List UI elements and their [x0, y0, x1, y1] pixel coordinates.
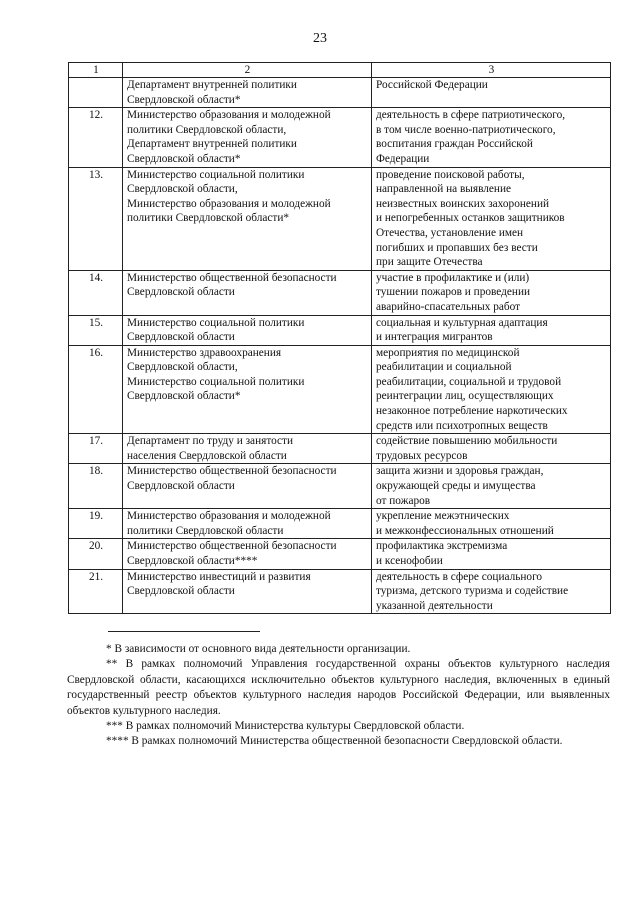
department-cell: Министерство инвестиций и развития Свердловской области — [123, 569, 372, 614]
activity-cell: проведение поисковой работы, направленной на выявление неизвестных воинских захоронений и непогребенных останков защитников Отечества, установление имен погибших и пропавших без вести при защите Отечества — [372, 167, 611, 270]
row-number: 12. — [69, 108, 123, 167]
department-cell: Министерство образования и молодежной политики Свердловской области, Департамент внутренней политики Свердловской области* — [123, 108, 372, 167]
table-header-row — [69, 63, 611, 78]
table-row — [69, 315, 611, 345]
department-cell: Министерство здравоохранения Свердловской области, Министерство социальной политики Свердловской области* — [123, 345, 372, 434]
activity-cell: деятельность в сфере патриотического, в том числе военно-патриотического, воспитания граждан Российской Федерации — [372, 108, 611, 167]
department-cell: Министерство социальной политики Свердловской области, Министерство образования и молодежной политики Свердловской области* — [123, 167, 372, 270]
table-row — [69, 464, 611, 509]
activity-cell: мероприятия по медицинской реабилитации и социальной реабилитации, социальной и трудовой реинтеграции лиц, осуществляющих незаконное потребление наркотических средств или психотропных веществ — [372, 345, 611, 434]
activities-table — [68, 62, 611, 614]
row-number: 14. — [69, 270, 123, 315]
activity-cell: участие в профилактике и (или) тушении пожаров и проведении аварийно-спасательных работ — [372, 270, 611, 315]
activity-cell: социальная и культурная адаптация и интеграция мигрантов — [372, 315, 611, 345]
activity-cell: содействие повышению мобильности трудовых ресурсов — [372, 434, 611, 464]
row-number: 17. — [69, 434, 123, 464]
footnote-divider — [108, 631, 260, 632]
activity-cell: профилактика экстремизма и ксенофобии — [372, 539, 611, 569]
activity-cell: Российской Федерации — [372, 78, 611, 108]
table-row — [69, 434, 611, 464]
department-cell: Министерство общественной безопасности Свердловской области — [123, 464, 372, 509]
row-number: 21. — [69, 569, 123, 614]
column-header-number: 1 — [69, 63, 123, 78]
footnotes — [67, 642, 610, 750]
department-cell: Департамент внутренней политики Свердловской области* — [123, 78, 372, 108]
table-row — [69, 108, 611, 167]
activity-cell: деятельность в сфере социального туризма, детского туризма и содействие указанной деятельности — [372, 569, 611, 614]
table-row — [69, 270, 611, 315]
row-number: 13. — [69, 167, 123, 270]
column-header-department: 2 — [123, 63, 372, 78]
footnote-4: **** В рамках полномочий Министерства общественной безопасности Свердловской области. — [106, 735, 563, 748]
page-number: 23 — [313, 31, 327, 46]
department-cell: Министерство социальной политики Свердловской области — [123, 315, 372, 345]
department-cell: Министерство образования и молодежной политики Свердловской области — [123, 509, 372, 539]
row-number: 18. — [69, 464, 123, 509]
footnote-3: *** В рамках полномочий Министерства культуры Свердловской области. — [106, 720, 465, 733]
column-header-activity: 3 — [372, 63, 611, 78]
footnote-1: * В зависимости от основного вида деятельности организации. — [106, 643, 411, 655]
table-row — [69, 167, 611, 270]
row-number — [69, 78, 123, 108]
table-row — [69, 569, 611, 614]
activity-cell: укрепление межэтнических и межконфессиональных отношений — [372, 509, 611, 539]
table-row — [69, 539, 611, 569]
footnote-2: ** В рамках полномочий Управления государственной охраны объектов культурного наследия Свердловской области, касающихся исключительно объектов культурного наследия, включенных в единый государственный реестр объектов культурного наследия народов Российской Федерации, или выявленных объектов культурного наследия. — [67, 658, 610, 717]
activity-cell: защита жизни и здоровья граждан, окружающей среды и имущества от пожаров — [372, 464, 611, 509]
department-cell: Министерство общественной безопасности Свердловской области — [123, 270, 372, 315]
department-cell: Департамент по труду и занятости населения Свердловской области — [123, 434, 372, 464]
row-number: 20. — [69, 539, 123, 569]
row-number: 19. — [69, 509, 123, 539]
table-row — [69, 345, 611, 434]
table-row — [69, 78, 611, 108]
row-number: 16. — [69, 345, 123, 434]
department-cell: Министерство общественной безопасности Свердловской области**** — [123, 539, 372, 569]
table-row — [69, 509, 611, 539]
row-number: 15. — [69, 315, 123, 345]
